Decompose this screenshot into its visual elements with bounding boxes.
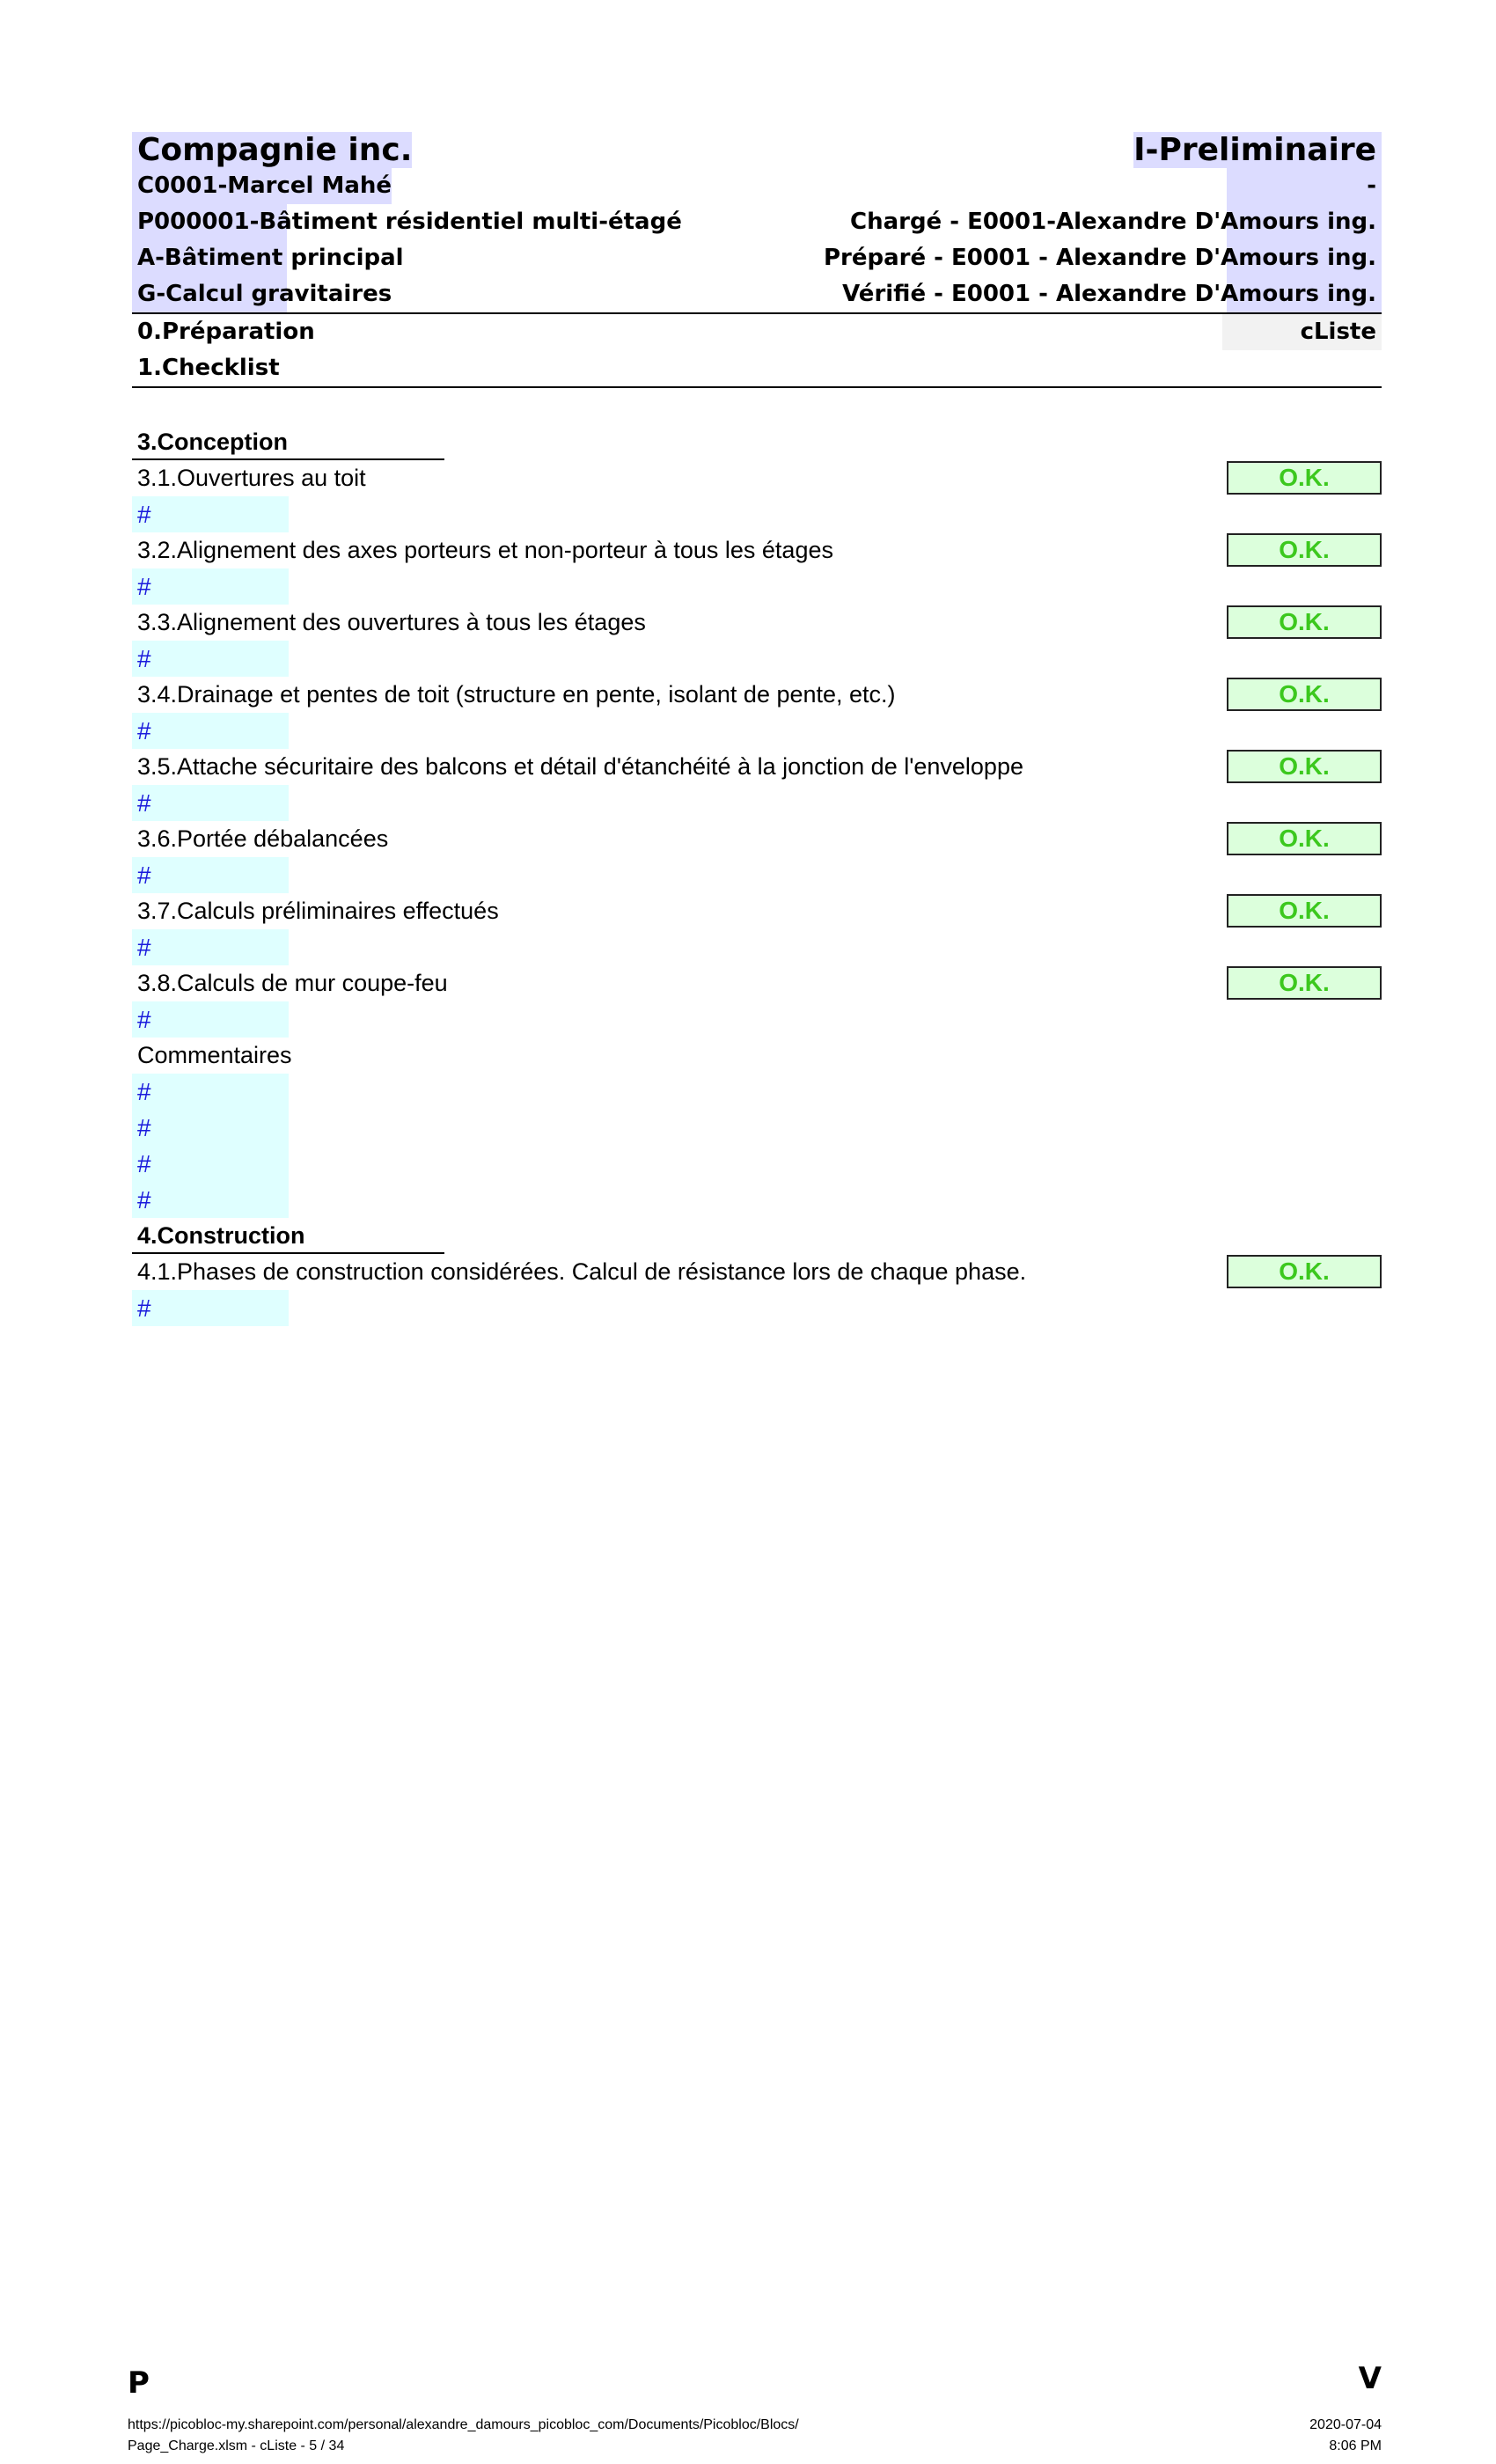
comments-label: Commentaires — [137, 1042, 292, 1068]
footer-time: 8:06 PM — [1329, 2438, 1382, 2453]
checklist-item-3-5 — [132, 749, 1382, 785]
footer-timestamp — [1309, 2415, 1382, 2457]
footer-path-line1: https://picobloc-my.sharepoint.com/personal/alexandre_damours_picobloc_com/Documents/Picobloc/Blocs/ — [128, 2417, 799, 2432]
item-label: 3.1.Ouvertures au toit — [137, 465, 366, 491]
comment-text: # — [137, 1114, 151, 1141]
footer-path-line2: Page_Charge.xlsm - cListe - 5 / 34 — [128, 2438, 345, 2453]
item-label: 3.4.Drainage et pentes de toit (structure en pente, isolant de pente, etc.) — [137, 681, 896, 708]
status-ok-button[interactable]: O.K. — [1227, 461, 1382, 495]
comment-row — [132, 1110, 1382, 1146]
note-text: # — [137, 717, 151, 744]
cliste-label: cListe — [1222, 314, 1382, 350]
note-row — [132, 496, 1382, 532]
note-row — [132, 929, 1382, 965]
header-row-checklist — [132, 350, 1382, 386]
item-label: 3.6.Portée débalancées — [137, 825, 389, 852]
client-right-value: - — [1227, 168, 1382, 204]
note-text: # — [137, 934, 151, 961]
item-label: 3.2.Alignement des axes porteurs et non-porteur à tous les étages — [137, 537, 833, 563]
section-conception-title — [132, 424, 1382, 460]
checklist-label: 1.Checklist — [137, 355, 280, 381]
footer-right-mark: V — [1358, 2361, 1382, 2396]
comment-cell[interactable] — [132, 1110, 289, 1146]
comment-row — [132, 1182, 1382, 1218]
checklist-sheet — [132, 132, 1382, 1326]
status-ok-button[interactable]: O.K. — [1227, 894, 1382, 928]
note-row — [132, 713, 1382, 749]
status-ok-button[interactable]: O.K. — [1227, 822, 1382, 855]
note-cell[interactable] — [132, 641, 289, 677]
note-cell[interactable] — [132, 496, 289, 532]
status-ok-button[interactable]: O.K. — [1227, 750, 1382, 783]
note-cell[interactable] — [132, 568, 289, 605]
checklist-item-3-2 — [132, 532, 1382, 568]
comment-text: # — [137, 1150, 151, 1177]
preparation-label: 0.Préparation — [137, 319, 315, 345]
comment-cell[interactable] — [132, 1146, 289, 1182]
note-text: # — [137, 789, 151, 817]
comments-label-row — [132, 1038, 1382, 1074]
note-cell[interactable] — [132, 929, 289, 965]
note-row — [132, 1001, 1382, 1038]
header-row-client — [132, 168, 1382, 204]
checklist-item-3-6 — [132, 821, 1382, 857]
note-text: # — [137, 1294, 151, 1322]
header-row-project — [132, 204, 1382, 240]
checklist-item-3-8 — [132, 965, 1382, 1001]
sheet-title: I-Preliminaire — [1133, 132, 1382, 168]
calc-type: G-Calcul gravitaires — [132, 276, 392, 312]
section-title-text: 3.Conception — [137, 429, 289, 455]
checklist-item-3-7 — [132, 893, 1382, 929]
status-ok-button[interactable]: O.K. — [1227, 605, 1382, 639]
item-label: 4.1.Phases de construction considérées. Calcul de résistance lors de chaque phase. — [137, 1258, 1027, 1285]
spacer — [132, 388, 1382, 424]
note-cell[interactable] — [132, 857, 289, 893]
status-ok-button[interactable]: O.K. — [1227, 1255, 1382, 1288]
note-row — [132, 857, 1382, 893]
note-text: # — [137, 862, 151, 889]
project-name: P000001-Bâtiment résidentiel multi-étagé — [132, 204, 682, 240]
note-row — [132, 785, 1382, 821]
verified-by: Vérifié - E0001 - Alexandre D'Amours ing. — [842, 276, 1382, 312]
footer-date: 2020-07-04 — [1309, 2417, 1382, 2432]
comment-row — [132, 1146, 1382, 1182]
prepared-by: Préparé - E0001 - Alexandre D'Amours ing. — [824, 240, 1382, 276]
comment-text: # — [137, 1078, 151, 1105]
note-cell[interactable] — [132, 1001, 289, 1038]
header-row-calc — [132, 276, 1382, 312]
note-text: # — [137, 645, 151, 672]
header-row-preparation — [132, 314, 1382, 350]
note-row — [132, 1290, 1382, 1326]
item-label: 3.3.Alignement des ouvertures à tous les étages — [137, 609, 646, 635]
company-name: Compagnie inc. — [132, 132, 412, 168]
note-row — [132, 568, 1382, 605]
checklist-item-3-4 — [132, 677, 1382, 713]
comment-row — [132, 1074, 1382, 1110]
note-cell[interactable] — [132, 713, 289, 749]
charge-engineer: Chargé - E0001-Alexandre D'Amours ing. — [850, 204, 1382, 240]
header-row-title — [132, 132, 1382, 168]
comment-text: # — [137, 1186, 151, 1214]
comment-cell[interactable] — [132, 1074, 289, 1110]
building-name: A-Bâtiment principal — [132, 240, 404, 276]
section-title-text: 4.Construction — [137, 1222, 305, 1249]
note-cell[interactable] — [132, 785, 289, 821]
footer-left-mark: P — [128, 2365, 150, 2401]
note-text: # — [137, 1006, 151, 1033]
item-label: 3.8.Calculs de mur coupe-feu — [137, 970, 448, 996]
item-label: 3.7.Calculs préliminaires effectués — [137, 898, 499, 924]
comment-cell[interactable] — [132, 1182, 289, 1218]
header-row-building — [132, 240, 1382, 276]
item-label: 3.5.Attache sécuritaire des balcons et détail d'étanchéité à la jonction de l'enveloppe — [137, 753, 1023, 780]
checklist-item-3-1 — [132, 460, 1382, 496]
checklist-item-4-1 — [132, 1254, 1382, 1290]
section-construction-title — [132, 1218, 1382, 1254]
note-cell[interactable] — [132, 1290, 289, 1326]
footer-file-path — [128, 2415, 799, 2457]
client-name: C0001-Marcel Mahé — [132, 168, 392, 204]
checklist-item-3-3 — [132, 605, 1382, 641]
note-text: # — [137, 501, 151, 528]
status-ok-button[interactable]: O.K. — [1227, 533, 1382, 567]
note-row — [132, 641, 1382, 677]
note-text: # — [137, 573, 151, 600]
status-ok-button[interactable]: O.K. — [1227, 966, 1382, 1000]
status-ok-button[interactable]: O.K. — [1227, 678, 1382, 711]
